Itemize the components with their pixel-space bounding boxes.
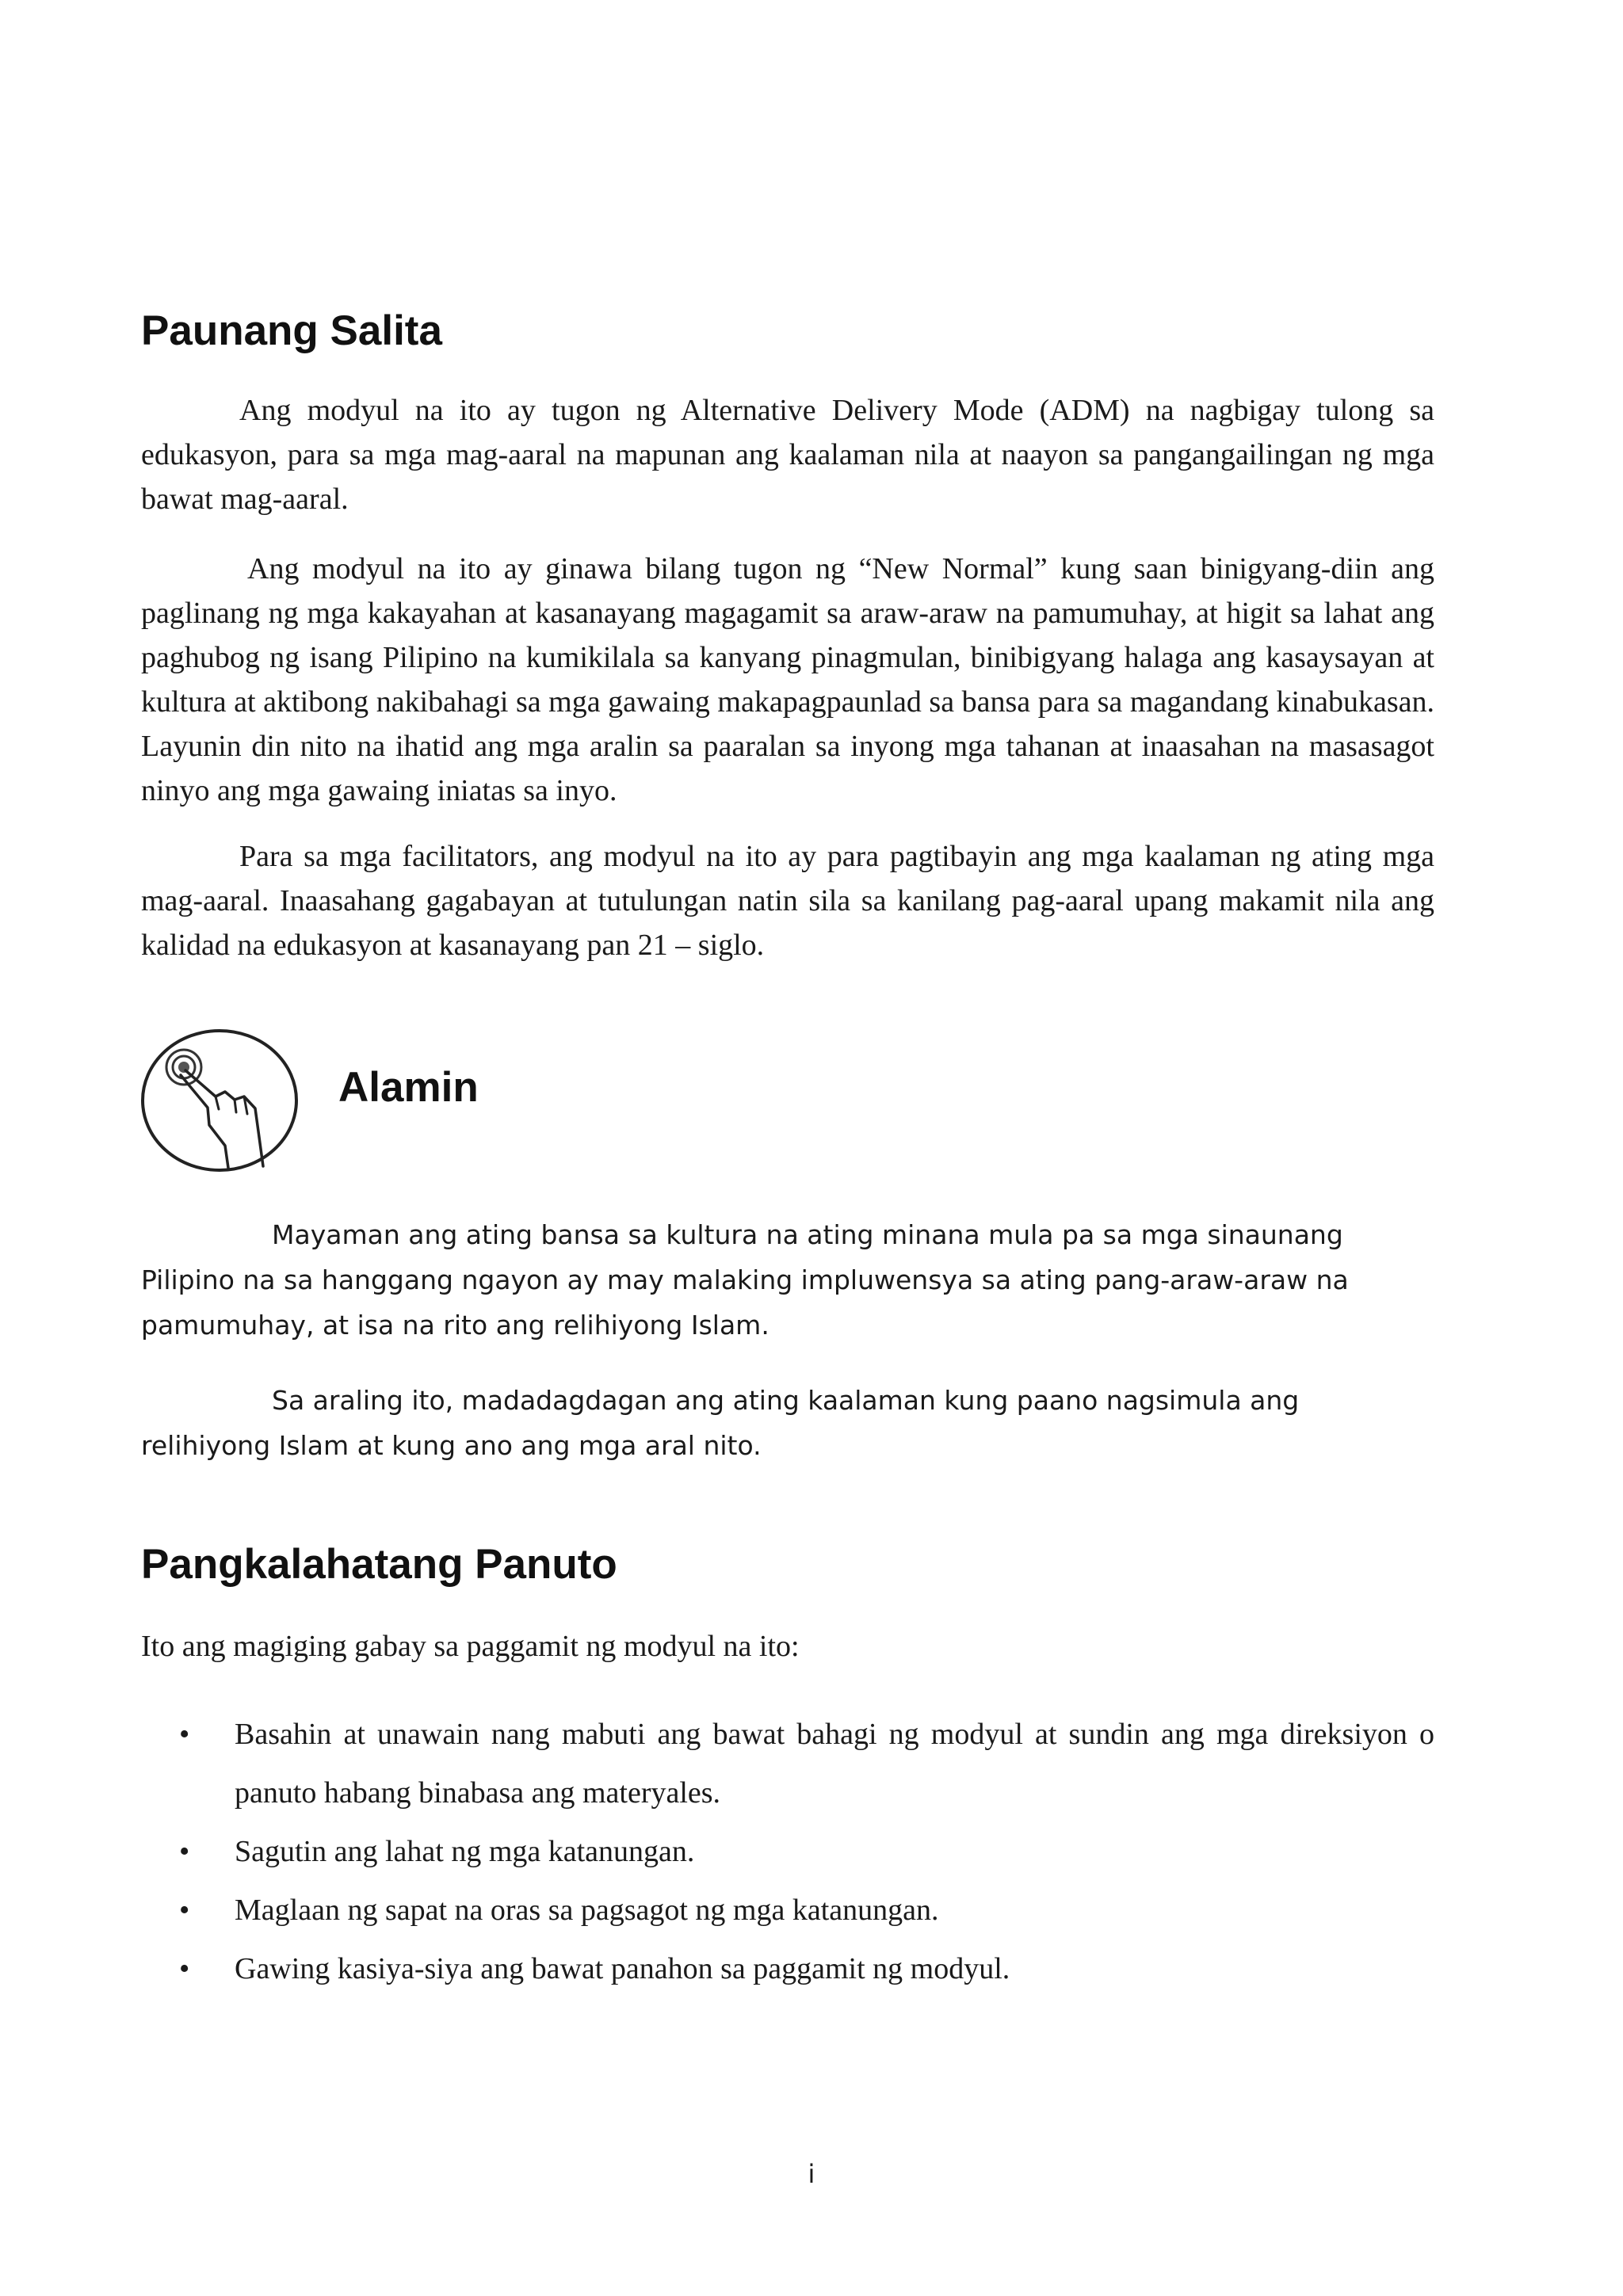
instructions-intro: Ito ang magiging gabay sa paggamit ng modyul na ito:: [141, 1630, 800, 1663]
bullet-icon: •: [179, 1894, 190, 1927]
preface-title: Paunang Salita: [141, 307, 442, 354]
preface-paragraph-2: Ang modyul na ito ay ginawa bilang tugon ng “New Normal” kung saan binigyang-diin ang paglinang ng mga kakayahan at kasanayang magagamit sa araw-araw na pamumuhay, at higit sa lahat ang paghubog ng isang Pilipino na kumikilala sa kanyang pinagmulan, binibigyang halaga ang kasaysayan at kultura at aktibong nakibahagi sa mga gawaing makapagpaunlad sa bansa para sa magandang kinabukasan. Layunin din nito na ihatid ang mga aralin sa paaralan sa inyong mga tahanan at inaasahan na masasagot ninyo ang mga gawaing iniatas sa inyo.: [141, 552, 1434, 807]
list-item-text: Maglaan ng sapat na oras sa pagsagot ng mga katanungan.: [235, 1894, 939, 1927]
preface-paragraph-1: Ang modyul na ito ay tugon ng Alternative Delivery Mode (ADM) na nagbigay tulong sa edukasyon, para sa mga mag-aaral na mapunan ang kaalaman nila at naayon sa pangangailingan ng mga bawat mag-aaral.: [141, 394, 1434, 516]
bullet-icon: •: [179, 1718, 190, 1751]
alamin-paragraph-2: Sa araling ito, madadagdagan ang ating kaalaman kung paano nagsimula ang relihiyong Islam at kung ano ang mga aral nito.: [141, 1385, 1300, 1461]
list-item: [141, 1822, 1434, 1881]
bullet-icon: •: [179, 1952, 190, 1985]
list-item: [141, 1705, 1434, 1822]
instructions-title: Pangkalahatang Panuto: [141, 1541, 617, 1588]
bullet-icon: •: [179, 1835, 190, 1868]
list-item-text: Gawing kasiya-siya ang bawat panahon sa paggamit ng modyul.: [235, 1952, 1010, 1985]
page-number: i: [808, 2159, 815, 2189]
preface-paragraph-3: Para sa mga facilitators, ang modyul na ito ay para pagtibayin ang mga kaalaman ng ating mga mag-aaral. Inaasahang gagabayan at tutulungan natin sila sa kanilang pag-aaral upang makamit nila ang kalidad na edukasyon at kasanayang pan 21 – siglo.: [141, 840, 1434, 962]
list-item-text: Sagutin ang lahat ng mga katanungan.: [235, 1835, 695, 1868]
list-item: [141, 1881, 1434, 1939]
alamin-paragraph-1: Mayaman ang ating bansa sa kultura na ating minana mula pa sa mga sinaunang Pilipino na sa hanggang ngayon ay may malaking impluwensya sa ating pang-araw-araw na pamumuhay, at isa na rito ang relihiyong Islam.: [141, 1219, 1349, 1341]
list-item: [141, 1939, 1434, 1998]
pointing-hand-icon: [139, 1027, 300, 1174]
instructions-list: [141, 1705, 1434, 1998]
alamin-title: Alamin: [338, 1064, 479, 1111]
list-item-text: Basahin at unawain nang mabuti ang bawat bahagi ng modyul at sundin ang mga direksiyon o panuto habang binabasa ang materyales.: [235, 1718, 1434, 1810]
